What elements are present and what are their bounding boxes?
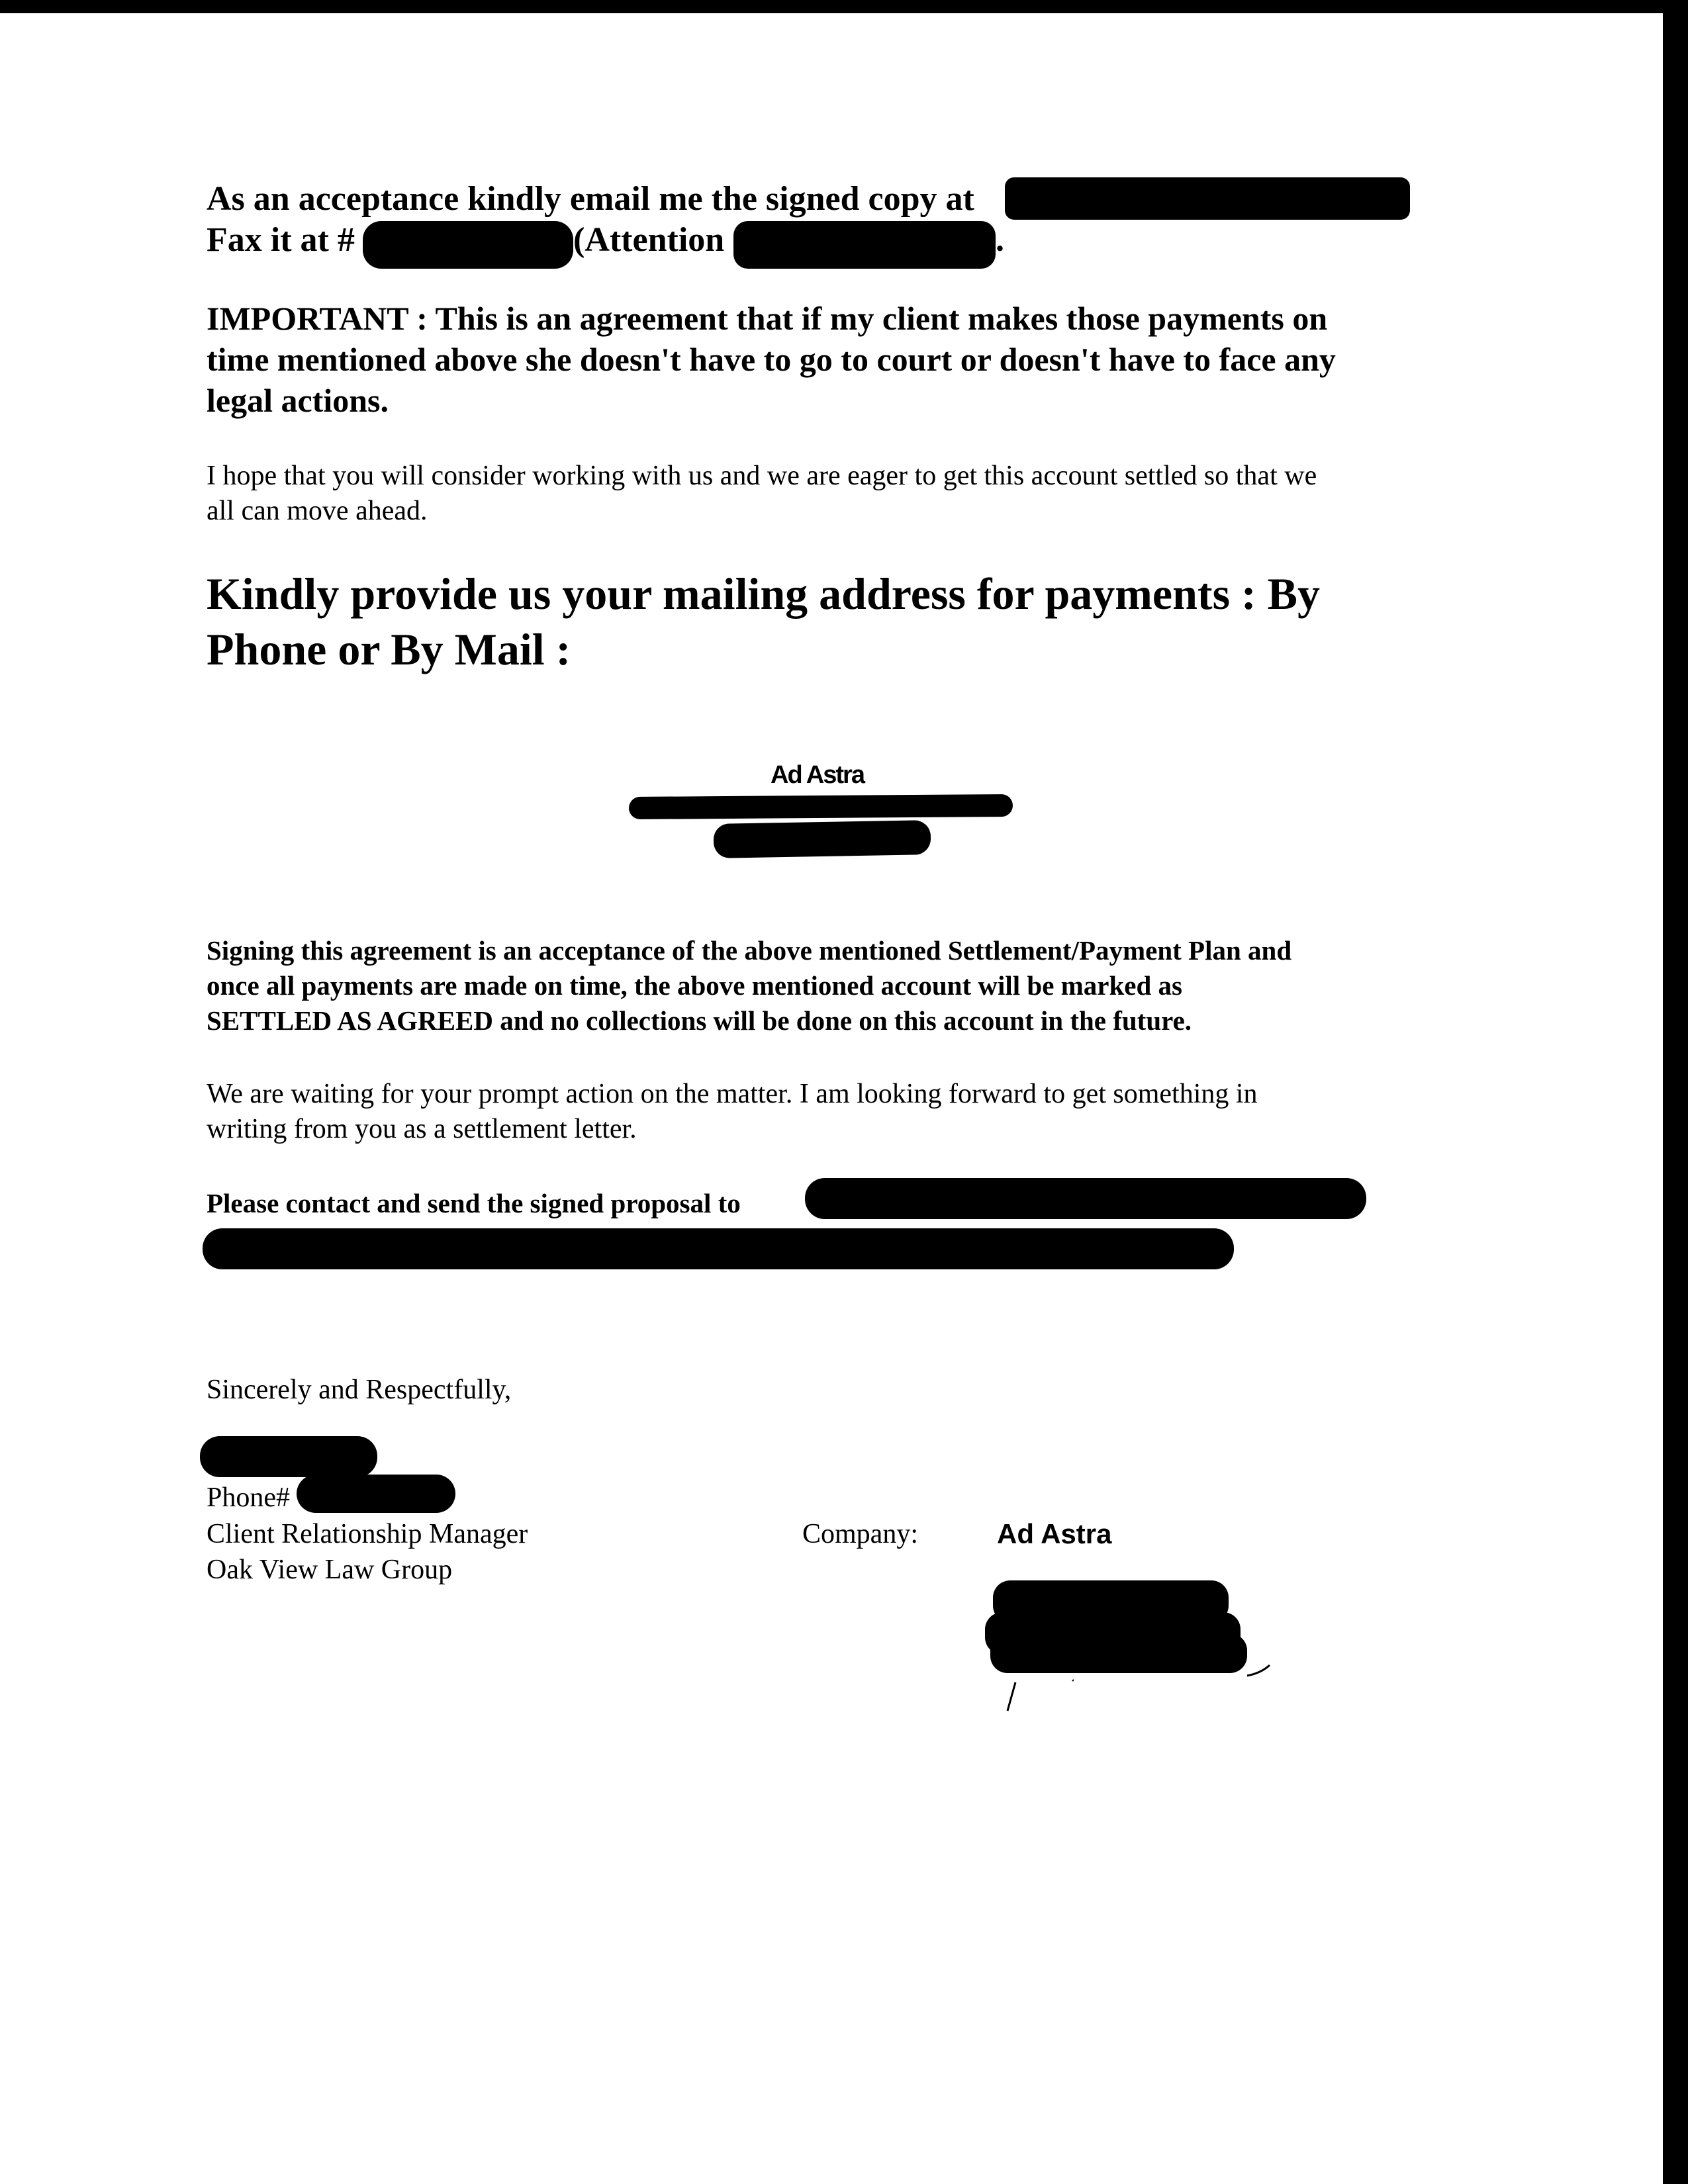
mailing-heading-line-1: Kindly provide us your mailing address for payments : By	[207, 569, 1321, 619]
redacted-signer-name	[200, 1436, 377, 1477]
mailing-heading-line-2: Phone or By Mail :	[207, 624, 571, 674]
contact-instruction: Please contact and send the signed proposal to	[207, 1188, 741, 1218]
attention-end: .	[996, 221, 1004, 259]
phone-label: Phone#	[207, 1482, 290, 1513]
waiting-paragraph	[207, 1077, 1258, 1147]
redacted-address-line-1	[629, 794, 1013, 819]
hope-line-1: I hope that you will consider working with us and we are eager to get this account settled so that we	[207, 461, 1317, 491]
attention-label: (Attention	[573, 221, 725, 259]
email-instruction: As an acceptance kindly email me the signed copy at	[207, 180, 974, 218]
redacted-contact-details-line-2	[203, 1228, 1234, 1269]
company-value: Ad Astra	[997, 1518, 1112, 1549]
signer-title: Client Relationship Manager	[207, 1519, 528, 1549]
hope-paragraph	[207, 459, 1317, 529]
signing-line-1: Signing this agreement is an acceptance of the above mentioned Settlement/Payment Plan and	[207, 935, 1292, 966]
address-company-name: Ad Astra	[771, 761, 864, 789]
important-notice	[207, 298, 1336, 421]
signing-line-2: once all payments are made on time, the above mentioned account will be marked as	[207, 970, 1182, 1001]
redacted-email	[1005, 177, 1410, 220]
redacted-contact-details	[805, 1178, 1366, 1219]
waiting-line-1: We are waiting for your prompt action on the matter. I am looking forward to get something in	[207, 1079, 1258, 1109]
hope-line-2: all can move ahead.	[207, 496, 428, 526]
signing-paragraph	[207, 933, 1291, 1038]
law-firm-name: Oak View Law Group	[207, 1555, 453, 1585]
scan-right-border	[1663, 0, 1688, 2184]
waiting-line-2: writing from you as a settlement letter.	[207, 1114, 637, 1144]
company-label: Company:	[802, 1519, 918, 1549]
important-line-1: IMPORTANT : This is an agreement that if my client makes those payments on	[207, 300, 1328, 337]
scan-top-border	[0, 0, 1688, 13]
fax-label: Fax it at #	[207, 221, 355, 259]
important-line-3: legal actions.	[207, 382, 389, 419]
redacted-address-line-2	[714, 820, 931, 858]
important-line-2: time mentioned above she doesn't have to go to court or doesn't have to face any	[207, 341, 1336, 378]
closing-salutation: Sincerely and Respectfully,	[207, 1375, 512, 1405]
signature-scribble	[993, 1641, 1284, 1714]
redacted-phone-number	[297, 1475, 455, 1513]
redacted-attention-name	[733, 221, 996, 269]
signing-line-3: SETTLED AS AGREED and no collections will be done on this account in the future.	[207, 1005, 1192, 1036]
redacted-fax-number	[363, 221, 573, 269]
mailing-address-heading	[207, 566, 1320, 677]
